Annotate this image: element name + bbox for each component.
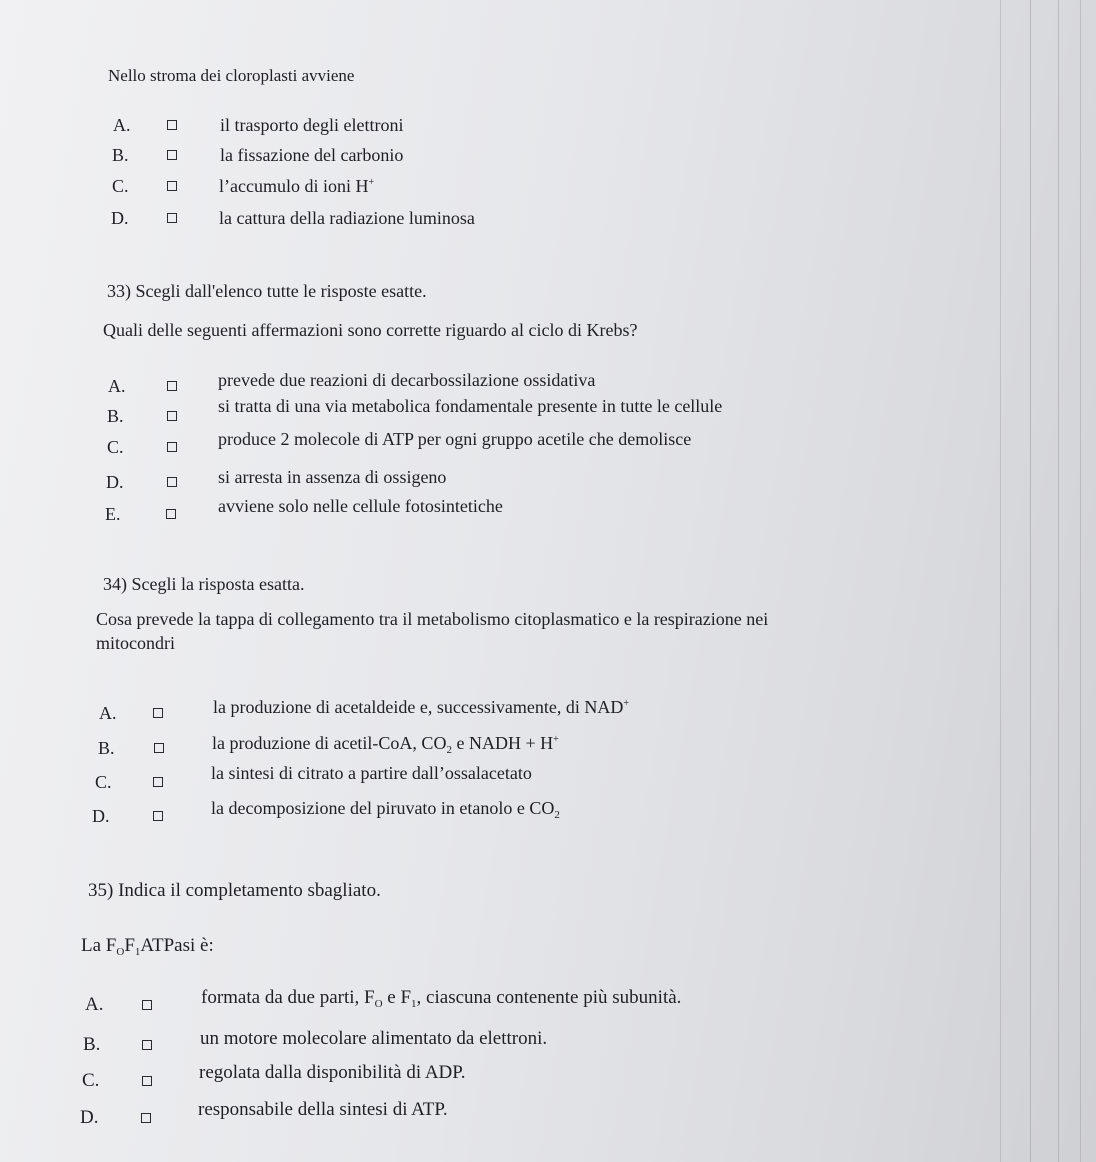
option-letter: A. <box>113 115 131 135</box>
checkbox[interactable] <box>154 743 164 753</box>
checkbox[interactable] <box>141 1113 151 1123</box>
question-stem: Nello stroma dei cloroplasti avviene <box>108 66 355 85</box>
option-text: produce 2 molecole di ATP per ogni gruppo acetile che demolisce <box>218 429 692 449</box>
option-letter: C. <box>95 772 112 792</box>
option-letter: D. <box>80 1107 99 1128</box>
option-text: l’accumulo di ioni H+ <box>219 176 375 196</box>
option-text: regolata dalla disponibilità di ADP. <box>199 1062 466 1083</box>
option-text: la produzione di acetil-CoA, $CO_2$ e NADH + H+ <box>212 733 559 756</box>
checkbox[interactable] <box>142 1076 152 1086</box>
checkbox[interactable] <box>167 442 177 452</box>
option-text: il trasporto degli elettroni <box>220 115 404 135</box>
checkbox[interactable] <box>142 1040 152 1050</box>
question-stem: Quali delle seguenti affermazioni sono corrette riguardo al ciclo di Krebs? <box>103 320 638 340</box>
question-stem-line: mitocondri <box>96 633 175 653</box>
checkbox[interactable] <box>166 509 176 519</box>
option-text: la decomposizione del piruvato in etanolo e $CO_2$ <box>211 798 560 821</box>
option-letter: A. <box>108 376 126 396</box>
option-letter: E. <box>105 504 121 524</box>
checkbox[interactable] <box>167 213 177 223</box>
checkbox[interactable] <box>167 181 177 191</box>
option-letter: D. <box>92 806 110 826</box>
question-stem: La $F_OF_1ATPasi$ è: <box>81 935 214 958</box>
checkbox[interactable] <box>142 1000 152 1010</box>
option-text: la cattura della radiazione luminosa <box>219 208 475 228</box>
option-text: prevede due reazioni di decarbossilazione ossidativa <box>218 370 596 390</box>
option-text: la sintesi di citrato a partire dall’ossalacetato <box>211 763 532 783</box>
option-letter: A. <box>99 703 117 723</box>
question-title: 35) Indica il completamento sbagliato. <box>88 880 381 901</box>
option-letter: B. <box>98 738 115 758</box>
option-letter: C. <box>112 176 129 196</box>
question-stem <box>96 604 768 658</box>
checkbox[interactable] <box>167 120 177 130</box>
option-text: si tratta di una via metabolica fondamentale presente in tutte le cellule <box>218 396 723 416</box>
question-stem-line: Cosa prevede la tappa di collegamento tra il metabolismo citoplasmatico e la respirazione nei <box>96 609 769 629</box>
option-letter: D. <box>106 472 124 492</box>
checkbox[interactable] <box>153 811 163 821</box>
option-text: responsabile della sintesi di ATP. <box>198 1099 448 1120</box>
option-letter: D. <box>111 208 129 228</box>
option-letter: C. <box>107 437 124 457</box>
checkbox[interactable] <box>167 381 177 391</box>
checkbox[interactable] <box>167 150 177 160</box>
question-title: 34) Scegli la risposta esatta. <box>103 574 305 594</box>
option-letter: B. <box>83 1034 101 1055</box>
option-letter: C. <box>82 1070 100 1091</box>
checkbox[interactable] <box>153 777 163 787</box>
option-text: la produzione di acetaldeide e, successivamente, di NAD+ <box>213 697 629 717</box>
option-text: un motore molecolare alimentato da elettroni. <box>200 1028 548 1049</box>
option-text: avviene solo nelle cellule fotosintetiche <box>218 496 503 516</box>
question-title: 33) Scegli dall'elenco tutte le risposte esatte. <box>107 281 427 301</box>
option-letter: A. <box>85 994 104 1015</box>
checkbox[interactable] <box>167 411 177 421</box>
option-letter: B. <box>112 145 129 165</box>
option-text: si arresta in assenza di ossigeno <box>218 467 447 487</box>
checkbox[interactable] <box>167 477 177 487</box>
option-letter: B. <box>107 406 124 426</box>
option-text: formata da due parti, $F_O$ e $F_1$, ciascuna contenente più subunità. <box>201 987 682 1010</box>
checkbox[interactable] <box>153 708 163 718</box>
option-text: la fissazione del carbonio <box>220 145 404 165</box>
